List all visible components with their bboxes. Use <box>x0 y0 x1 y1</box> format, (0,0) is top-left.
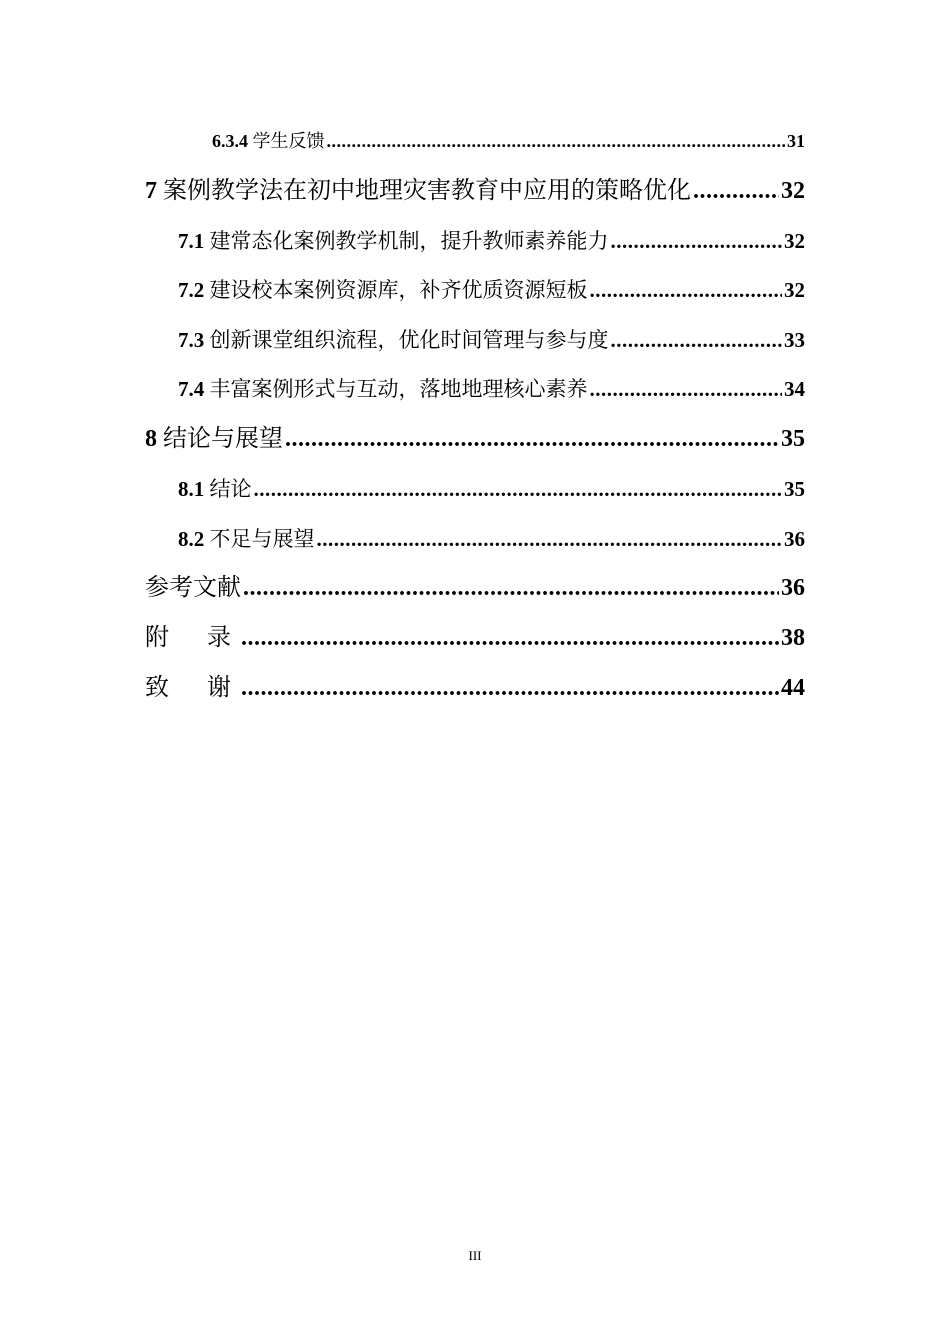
toc-entry-page: 32 <box>784 229 805 253</box>
toc-entry-7-4[interactable] <box>178 374 805 404</box>
toc-entry-6-3-4[interactable] <box>212 127 805 155</box>
toc-entry-number: 8 <box>145 426 157 452</box>
toc-entry-page: 35 <box>784 477 805 501</box>
toc-leader-dots <box>327 127 786 155</box>
toc-entry-page: 31 <box>787 131 805 151</box>
toc-entry-title: 附录 <box>145 625 269 651</box>
toc-entry-8-2[interactable] <box>178 524 805 554</box>
toc-entry-title: 创新课堂组织流程，优化时间管理与参与度 <box>209 328 609 352</box>
toc-entry-title: 学生反馈 <box>252 131 325 151</box>
page-number-footer: III <box>468 1248 482 1263</box>
toc-entry-number: 7.1 <box>178 229 205 253</box>
toc-entry-appendix[interactable] <box>145 621 805 655</box>
toc-entry-8[interactable] <box>145 422 805 456</box>
toc-entry-title: 案例教学法在初中地理灾害教育中应用的策略优化 <box>163 178 691 204</box>
toc-leader-dots <box>317 524 783 554</box>
toc-entry-page: 34 <box>784 377 805 401</box>
toc-entry-page: 32 <box>784 278 805 302</box>
toc-entry-number: 7.3 <box>178 328 205 352</box>
toc-entry-page: 33 <box>784 328 805 352</box>
toc-entry-title: 结论 <box>209 477 252 501</box>
toc-entry-title: 建常态化案例教学机制，提升教师素养能力 <box>209 229 609 253</box>
toc-entry-title: 不足与展望 <box>209 527 315 551</box>
toc-leader-dots <box>590 374 783 404</box>
toc-entry-acknowledgements[interactable] <box>145 671 805 705</box>
toc-entry-7-2[interactable] <box>178 275 805 305</box>
toc-entry-7-1[interactable] <box>178 226 805 256</box>
toc-leader-dots <box>693 174 779 208</box>
toc-leader-dots <box>254 474 783 504</box>
toc-leader-dots <box>611 226 783 256</box>
toc-leader-dots <box>285 422 779 456</box>
toc-leader-dots <box>243 571 779 605</box>
toc-entry-title: 建设校本案例资源库，补齐优质资源短板 <box>209 278 588 302</box>
toc-entry-number: 8.2 <box>178 527 205 551</box>
toc-entry-page: 35 <box>781 426 805 452</box>
toc-entry-title: 结论与展望 <box>163 426 283 452</box>
toc-entry-7[interactable] <box>145 174 805 208</box>
toc-entry-number: 7.4 <box>178 377 205 401</box>
toc-entry-number: 7 <box>145 178 157 204</box>
toc-entry-7-3[interactable] <box>178 325 805 355</box>
toc-entry-number: 6.3.4 <box>212 131 248 151</box>
toc-entry-page: 36 <box>781 575 805 601</box>
toc-entry-number: 7.2 <box>178 278 205 302</box>
toc-entry-references[interactable] <box>145 571 805 605</box>
toc-entry-number: 8.1 <box>178 477 205 501</box>
toc-leader-dots <box>590 275 783 305</box>
toc-entry-page: 32 <box>781 178 805 204</box>
toc-entry-title: 参考文献 <box>145 575 241 601</box>
toc-entry-page: 38 <box>781 625 805 651</box>
toc-entry-8-1[interactable] <box>178 474 805 504</box>
toc-leader-dots <box>241 621 779 655</box>
toc-entry-page: 36 <box>784 527 805 551</box>
toc-entry-title: 致谢 <box>145 675 269 701</box>
toc-leader-dots <box>241 671 779 705</box>
toc-entry-page: 44 <box>781 675 805 701</box>
toc-entry-title: 丰富案例形式与互动，落地地理核心素养 <box>209 377 588 401</box>
toc-leader-dots <box>611 325 783 355</box>
